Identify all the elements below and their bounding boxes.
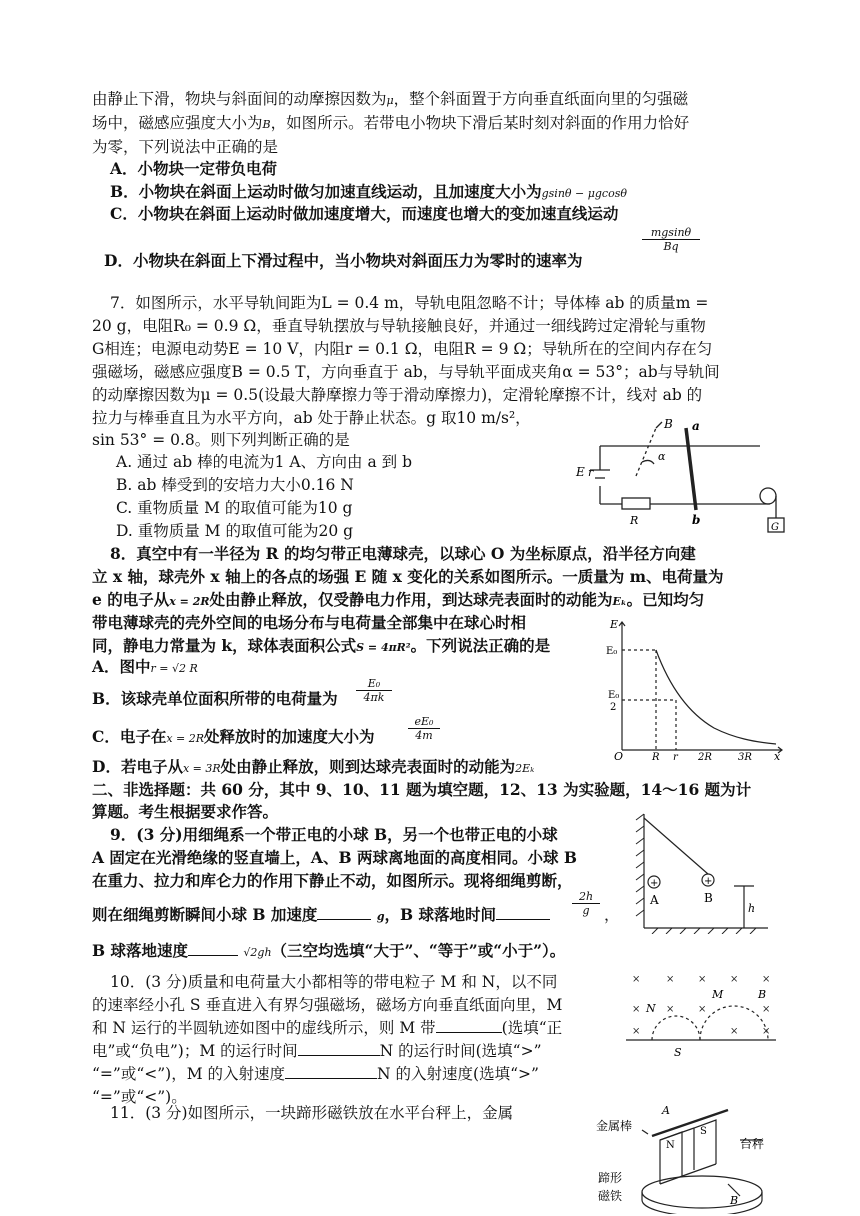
- cross-icon: ×: [632, 974, 641, 985]
- q9-diagram: [622, 810, 772, 934]
- q6-option-b: B．小物块在斜面上运动时做匀加速直线运动，且加速度大小为gsinθ − μgcosθ: [110, 182, 627, 201]
- q8-option-c-fraction: $\frac{\text{eE₀}}{4m}$: [408, 715, 440, 742]
- q11-fig-label-rod: 金属棒: [596, 1119, 633, 1133]
- q9-line-1: 9．(3 分)用细绳系一个带正电的小球 B，另一个也带正电的小球: [110, 825, 558, 844]
- q8-line-5: 同，静电力常量为 k，球体表面积公式S = 4πR²。下列说法正确的是: [92, 636, 551, 655]
- q8-line-2: 立 x 轴，球壳外 x 轴上的各点的场强 E 随 x 变化的关系如图所示。一质量为 m、电荷量为: [92, 567, 724, 586]
- q11-fig-label-a: A: [662, 1104, 670, 1117]
- q7-fig-label-e: E: [576, 465, 585, 479]
- q10-blank-1[interactable]: [436, 1018, 502, 1033]
- q7-fig-label-resistor: R: [630, 514, 639, 527]
- q10-fig-label-n: N: [646, 1002, 656, 1015]
- cross-icon: ×: [666, 974, 675, 985]
- q9-blank-3[interactable]: [188, 941, 238, 956]
- q10-fig-label-s: S: [674, 1046, 682, 1059]
- q10-fig-label-b: B: [758, 988, 767, 1001]
- q11-fig-label-magnet-1: 蹄形: [598, 1171, 623, 1185]
- cross-icon: ×: [698, 974, 707, 985]
- q8-fig-tick-small-r: r: [673, 752, 678, 762]
- q11-fig-label-b: B: [730, 1194, 739, 1207]
- q9-fig-label-h: h: [748, 902, 756, 915]
- q7-fig-label-b-field: B: [664, 418, 673, 431]
- q11-fig-label-magnet-2: 磁铁: [598, 1189, 623, 1203]
- q9-blank-2[interactable]: [496, 905, 550, 920]
- q8-option-b-fraction: $\frac{\text{E₀}}{4\pi k}$: [356, 677, 392, 704]
- cross-icon: ×: [762, 974, 771, 985]
- q8-option-a: A．图中r = √2 R: [92, 657, 198, 676]
- q9-fig-label-b: B: [704, 891, 713, 905]
- plus-icon: +: [704, 876, 713, 887]
- q7-fig-label-alpha: α: [658, 450, 666, 463]
- q9-fig-label-a: A: [650, 893, 659, 907]
- q8-line-1: 8．真空中有一半径为 R 的均匀带正电薄球壳，以球心 O 为坐标原点，沿半径方向建: [110, 544, 696, 563]
- q7-line-1: 7．如图所示，水平导轨间距为L = 0.4 m，导轨电阻忽略不计；导体棒 ab 的质量m =: [110, 294, 709, 312]
- q9-sqrt-fraction: $\frac{2h}{g}$: [572, 890, 600, 917]
- q7-fig-label-g: G: [771, 522, 779, 533]
- q10-line-5: “=”或“<”)，M 的入射速度 N 的入射速度(选填“>”: [92, 1065, 539, 1083]
- q6-option-c: C．小物块在斜面上运动时做加速度增大，而速度也增大的变加速直线运动: [110, 204, 619, 223]
- q8-fig-e0: E₀: [606, 646, 618, 657]
- q10-line-2: 的速率经小孔 S 垂直进入有界匀强磁场，磁场方向垂直纸面向里，M: [92, 996, 563, 1014]
- q8-fig-tick-r: R: [652, 752, 660, 762]
- q9-line-2: A 固定在光滑绝缘的竖直墙上，A、B 两球离地面的高度相同。小球 B: [92, 848, 577, 867]
- q10-line-6: “=”或“<”)。: [92, 1088, 187, 1106]
- q6-line-2: 场中，磁感应强度大小为B，如图所示。若带电小物块下滑后某时刻对斜面的作用力恰好: [92, 114, 690, 132]
- q10-magnetic-field-diagram: [626, 968, 776, 1060]
- q8-fig-e0-half-den: 2: [610, 702, 617, 713]
- q8-fig-origin: O: [614, 750, 624, 762]
- q10-line-3: 和 N 运行的半圆轨迹如图中的虚线所示，则 M 带 (选填“正: [92, 1019, 563, 1037]
- q8-line-4: 带电薄球壳的壳外空间的电场分布与电荷量全部集中在球心时相: [92, 613, 527, 632]
- cross-icon: ×: [632, 1026, 641, 1037]
- q7-option-c: C. 重物质量 M 的取值可能为10 g: [116, 499, 353, 517]
- section2-line-2: 算题。考生根据要求作答。: [92, 802, 279, 821]
- q7-line-3: G相连；电源电动势E = 10 V，内阻r = 0.1 Ω，电阻R = 9 Ω；导轨所在的空间内存在匀: [92, 340, 713, 358]
- q8-option-b: B．该球壳单位面积所带的电荷量为: [92, 689, 338, 708]
- q8-fig-tick-3r: 3R: [738, 752, 752, 762]
- q8-fig-tick-2r: 2R: [698, 752, 712, 762]
- q9-line-4-end: ，: [604, 906, 620, 924]
- q11-fig-label-scale: 台秤: [740, 1137, 765, 1151]
- cross-icon: ×: [632, 1004, 641, 1015]
- q8-line-3: e 的电子从x = 2R处由静止释放，仅受静电力作用，到达球壳表面时的动能为Eₖ。已知均匀: [92, 590, 705, 609]
- q7-line-5: 的动摩擦因数为μ = 0.5(设最大静摩擦力等于滑动摩擦力)，定滑轮摩擦不计，线对 ab 的: [92, 386, 703, 404]
- q11-fig-label-s: S: [700, 1126, 707, 1137]
- q6-option-a: A．小物块一定带负电荷: [110, 159, 278, 178]
- plus-icon: +: [650, 878, 659, 889]
- q10-line-1: 10．(3 分)质量和电荷量大小都相等的带电粒子 M 和 N，以不同: [110, 973, 558, 991]
- q7-fig-label-r: r: [588, 466, 594, 479]
- q6-line-1: 由静止下滑，物块与斜面间的动摩擦因数为μ，整个斜面置于方向垂直纸面向里的匀强磁: [92, 90, 689, 108]
- cross-icon: ×: [730, 1026, 739, 1037]
- q8-fig-axis-x: x: [774, 750, 781, 762]
- cross-icon: ×: [730, 974, 739, 985]
- q7-fig-label-a: a: [692, 419, 700, 433]
- cross-icon: ×: [698, 1004, 707, 1015]
- q7-line-6: 拉力与棒垂直且为水平方向，ab 处于静止状态。g 取10 m/s²，: [92, 409, 531, 427]
- q6-line-3: 为零，下列说法中正确的是: [92, 138, 279, 156]
- q11-magnet-scale-diagram: [590, 1100, 786, 1214]
- q7-option-b: B. ab 棒受到的安培力大小0.16 N: [116, 476, 354, 494]
- section2-line-1: 二、非选择题：共 60 分，其中 9、10、11 题为填空题，12、13 为实验题，14～16 题为计: [92, 780, 752, 799]
- q8-option-c: C．电子在x = 2R处释放时的加速度大小为: [92, 727, 375, 746]
- q7-option-d: D. 重物质量 M 的取值可能为20 g: [116, 522, 354, 540]
- q8-field-graph: [604, 614, 788, 762]
- cross-icon: ×: [666, 1004, 675, 1015]
- q11-line-1: 11．(3 分)如图所示，一块蹄形磁铁放在水平台秤上，金属: [110, 1104, 514, 1122]
- q8-fig-axis-e: E: [610, 618, 619, 631]
- q8-fig-e0-half-num: E₀: [608, 690, 620, 701]
- q7-line-4: 强磁场，磁感应强度B = 0.5 T，方向垂直于 ab，与导轨平面成夹角α = 53°；ab与导轨间: [92, 363, 720, 381]
- q9-line-5: B 球落地速度 √2gh（三空均选填“大于”、“等于”或“小于”）。: [92, 941, 566, 960]
- q6-option-d: D．小物块在斜面上下滑过程中，当小物块对斜面压力为零时的速率为: [104, 251, 583, 270]
- q9-line-3: 在重力、拉力和库仑力的作用下静止不动，如图所示。现将细绳剪断，: [92, 871, 573, 890]
- q7-option-a: A. 通过 ab 棒的电流为1 A、方向由 a 到 b: [116, 453, 412, 471]
- q6-option-d-fraction: $\frac{mgsin\theta}{Bq}$: [642, 226, 700, 253]
- q10-blank-2[interactable]: [298, 1041, 380, 1056]
- q11-fig-label-n: N: [666, 1140, 675, 1151]
- q7-fig-label-b: b: [692, 513, 701, 527]
- cross-icon: ×: [762, 1026, 771, 1037]
- q7-line-2: 20 g，电阻R₀ = 0.9 Ω，垂直导轨摆放与导轨接触良好，并通过一细线跨过定滑轮与重物: [92, 317, 706, 335]
- q7-line-7: sin 53° = 0.8。则下列判断正确的是: [92, 431, 350, 449]
- q9-line-4: 则在细绳剪断瞬间小球 B 加速度 g，B 球落地时间: [92, 904, 550, 928]
- q10-fig-label-m: M: [712, 988, 724, 1001]
- cross-icon: ×: [762, 1004, 771, 1015]
- q8-option-d: D．若电子从x = 3R处由静止释放，则到达球壳表面时的动能为2Eₖ: [92, 757, 535, 776]
- q7-circuit-diagram: [570, 418, 790, 536]
- q10-blank-3[interactable]: [285, 1064, 377, 1079]
- q9-blank-1[interactable]: [317, 905, 371, 920]
- q10-line-4: 电”或“负电”)；M 的运行时间 N 的运行时间(选填“>”: [92, 1042, 542, 1060]
